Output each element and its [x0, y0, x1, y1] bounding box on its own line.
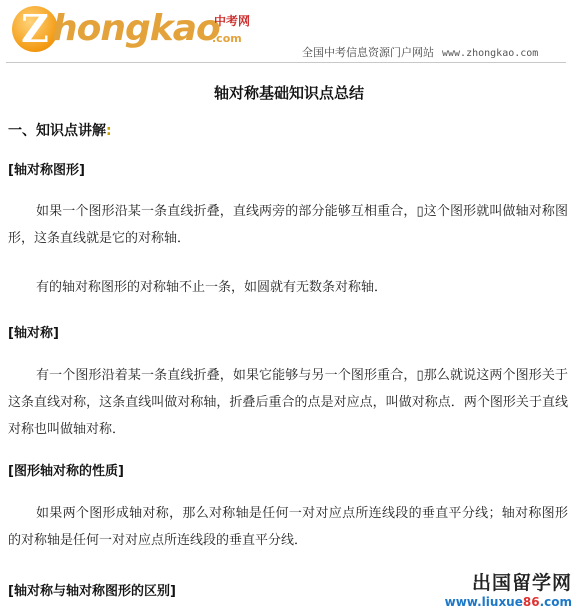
subheading-symmetry-difference: [轴对称与轴对称图形的区别]	[8, 584, 176, 599]
header-divider	[6, 62, 566, 63]
paragraph: 如果一个图形沿某一条直线折叠，直线两旁的部分能够互相重合，▯这个图形就叫做轴对称图形，这条直线就是它的对称轴．	[8, 204, 568, 246]
watermark-logo	[432, 568, 572, 608]
site-header	[0, 0, 578, 64]
site-url-link[interactable]: www.zhongkao.com	[442, 48, 539, 59]
section-heading-text: 一、知识点讲解	[8, 123, 106, 139]
tagline-text: 全国中考信息资源门户网站	[302, 46, 434, 59]
watermark-url-number: 86	[522, 595, 540, 609]
site-tagline	[302, 44, 538, 60]
logo-z-mark: Z	[12, 6, 58, 52]
subheading-axis-symmetry: [轴对称]	[8, 326, 59, 341]
site-logo[interactable]	[12, 6, 252, 56]
paragraph: 有的轴对称图形的对称轴不止一条，如圆就有无数条对称轴．	[36, 280, 388, 295]
section-heading	[8, 120, 112, 140]
logo-chinese-name: 中考网	[214, 14, 251, 28]
watermark-url-suffix: .com	[539, 595, 572, 609]
section-heading-colon: :	[106, 123, 112, 139]
paragraph: 有一个图形沿着某一条直线折叠，如果它能够与另一个图形重合，▯那么就说这两个图形关于这条直线对称，这条直线叫做对称轴，折叠后重合的点是对应点，叫做对称点．两个图形关于直线对称也叫做轴对称．	[8, 368, 568, 437]
logo-domain: .com	[212, 32, 242, 45]
watermark-url	[432, 595, 572, 609]
article-title: 轴对称基础知识点总结	[213, 84, 364, 102]
subheading-symmetry-properties: [图形轴对称的性质]	[8, 464, 124, 479]
watermark-name: 出国留学网	[471, 572, 572, 594]
watermark-url-prefix: www.liuxue	[444, 595, 523, 609]
subheading-axis-symmetric-figure: [轴对称图形]	[8, 163, 85, 178]
paragraph: 如果两个图形成轴对称，那么对称轴是任何一对对应点所连线段的垂直平分线；轴对称图形的对称轴是任何一对对应点所连线段的垂直平分线．	[8, 506, 568, 548]
logo-wordmark: hongkao	[52, 8, 220, 49]
